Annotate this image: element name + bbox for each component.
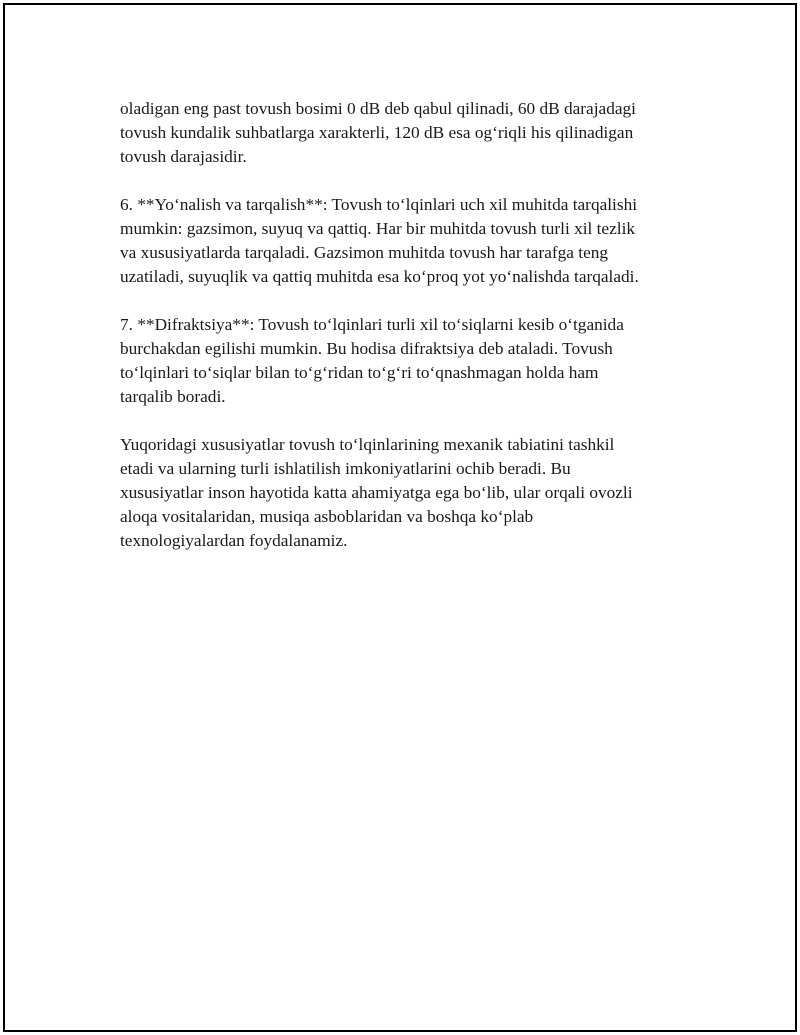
- paragraph-diffraction: 7. **Difraktsiya**: Tovush to‘lqinlari turli xil to‘siqlarni kesib o‘tganida burchakdan egilishi mumkin. Bu hodisa difraktsiya deb ataladi. Tovush to‘lqinlari to‘siqlar bilan to‘g‘ridan to‘g‘ri to‘qnashmagan holda ham tarqalib boradi.: [120, 315, 624, 406]
- paragraph-sound-levels: oladigan eng past tovush bosimi 0 dB deb qabul qilinadi, 60 dB darajadagi tovush kundalik suhbatlarga xarakterli, 120 dB esa og‘riqli his qilinadigan tovush darajasidir.: [120, 99, 636, 166]
- page-border: [3, 3, 797, 1032]
- document-body: [120, 97, 700, 577]
- paragraph-conclusion: Yuqoridagi xususiyatlar tovush to‘lqinlarining mexanik tabiatini tashkil etadi va ularning turli ishlatilish imkoniyatlarini ochib beradi. Bu xususiyatlar inson hayotida katta ahamiyatga ega bo‘lib, ular orqali ovozli aloqa vositalaridan, musiqa asboblaridan va boshqa ko‘plab texnologiyalardan foydalanamiz.: [120, 435, 633, 550]
- paragraph-direction-propagation: 6. **Yo‘nalish va tarqalish**: Tovush to‘lqinlari uch xil muhitda tarqalishi mumkin: gazsimon, suyuq va qattiq. Har bir muhitda tovush turli xil tezlik va xususiyatlarda tarqaladi. Gazsimon muhitda tovush har tarafga teng uzatiladi, suyuqlik va qattiq muhitda esa ko‘proq yot yo‘nalishda tarqaladi.: [120, 195, 639, 286]
